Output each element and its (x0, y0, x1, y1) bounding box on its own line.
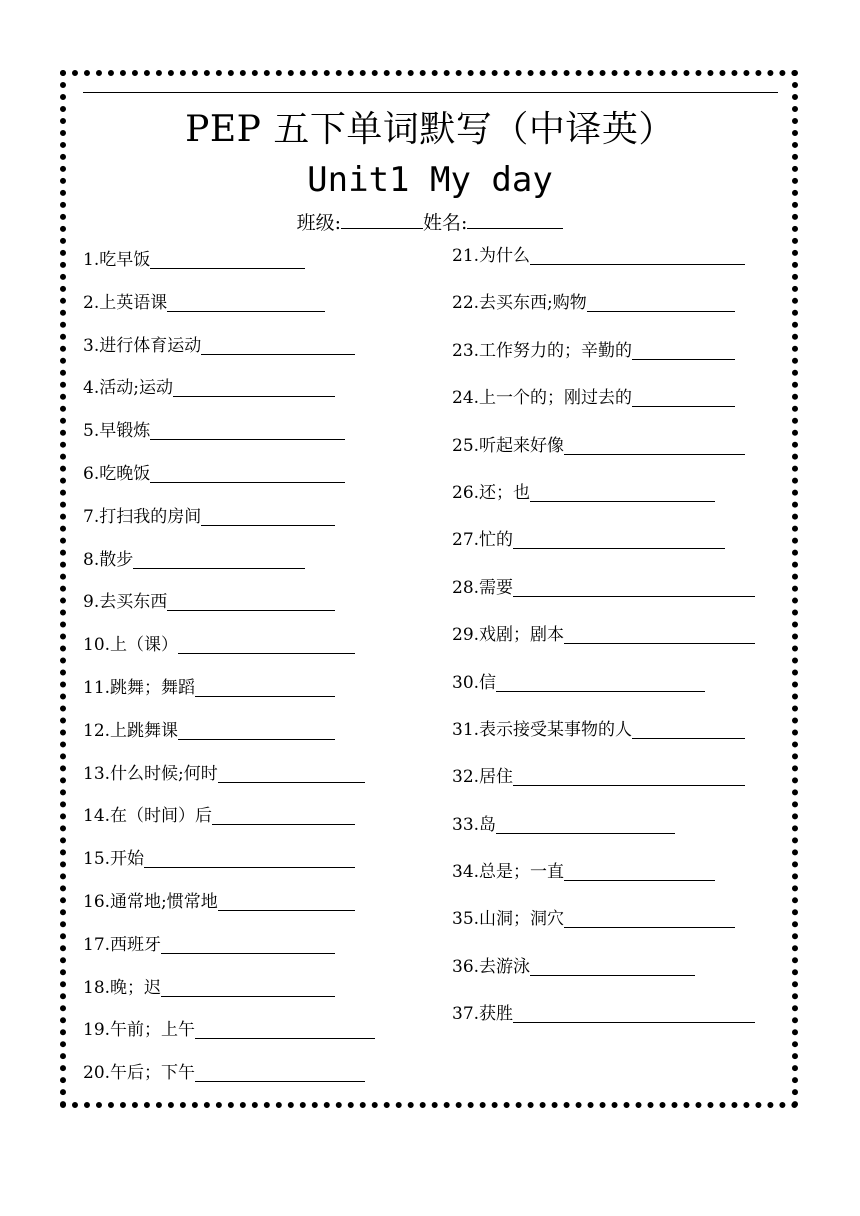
item-number: 23. (452, 340, 480, 361)
vocab-item (83, 507, 375, 550)
unit-subtitle: Unit1 My day (307, 160, 553, 200)
answer-blank[interactable] (144, 849, 355, 868)
vocab-item (83, 678, 375, 721)
chinese-meaning: 听起来好像 (479, 435, 565, 456)
chinese-meaning: 吃晚饭 (99, 463, 151, 484)
answer-blank[interactable] (201, 336, 355, 355)
answer-blank[interactable] (218, 892, 355, 911)
answer-blank[interactable] (513, 1004, 755, 1023)
answer-blank[interactable] (587, 293, 735, 312)
item-number: 28. (452, 577, 480, 598)
chinese-meaning: 上一个的；刚过去的 (479, 388, 633, 409)
answer-blank[interactable] (195, 1020, 375, 1039)
vocab-item (83, 978, 375, 1021)
vocab-item (83, 293, 375, 336)
item-number: 27. (452, 530, 480, 551)
answer-blank[interactable] (195, 1063, 365, 1082)
answer-blank[interactable] (167, 592, 335, 611)
item-number: 3. (83, 335, 100, 356)
item-number: 2. (83, 292, 100, 313)
vocab-item (452, 388, 755, 435)
item-number: 34. (452, 862, 480, 883)
answer-blank[interactable] (167, 293, 325, 312)
item-number: 12. (83, 720, 111, 741)
chinese-meaning: 表示接受某事物的人 (479, 719, 633, 740)
answer-blank[interactable] (564, 625, 755, 644)
item-number: 18. (83, 977, 111, 998)
item-number: 17. (83, 934, 111, 955)
item-number: 9. (83, 592, 100, 613)
answer-blank[interactable] (496, 815, 675, 834)
chinese-meaning: 戏剧；剧本 (479, 625, 565, 646)
item-number: 10. (83, 635, 111, 656)
chinese-meaning: 需要 (479, 577, 514, 598)
answer-blank[interactable] (133, 550, 305, 569)
chinese-meaning: 去买东西 (99, 592, 168, 613)
answer-blank[interactable] (178, 635, 355, 654)
item-number: 33. (452, 814, 480, 835)
answer-blank[interactable] (564, 862, 715, 881)
vocab-item (83, 250, 375, 293)
vocab-item (452, 246, 755, 293)
item-number: 6. (83, 463, 100, 484)
answer-blank[interactable] (150, 464, 345, 483)
chinese-meaning: 上英语课 (99, 292, 168, 313)
vocab-item (83, 464, 375, 507)
answer-blank[interactable] (632, 388, 735, 407)
answer-blank[interactable] (173, 378, 335, 397)
vocab-item (452, 530, 755, 577)
answer-blank[interactable] (212, 806, 355, 825)
answer-blank[interactable] (496, 673, 705, 692)
item-number: 35. (452, 909, 480, 930)
vocab-item (452, 436, 755, 483)
vocab-item (452, 909, 755, 956)
chinese-meaning: 山洞；洞穴 (479, 909, 565, 930)
left-word-list (83, 250, 375, 1106)
chinese-meaning: 吃早饭 (99, 250, 151, 270)
vocab-item (452, 957, 755, 1004)
vocab-item (452, 1004, 755, 1051)
student-info-line (0, 208, 860, 235)
chinese-meaning: 打扫我的房间 (99, 506, 202, 527)
chinese-meaning: 晚；迟 (110, 977, 162, 998)
answer-blank[interactable] (564, 436, 745, 455)
chinese-meaning: 信 (479, 672, 497, 693)
answer-blank[interactable] (530, 483, 715, 502)
answer-blank[interactable] (632, 720, 745, 739)
class-label: 班级: (296, 212, 341, 234)
item-number: 15. (83, 849, 111, 870)
item-number: 30. (452, 672, 480, 693)
item-number: 19. (83, 1020, 111, 1041)
vocab-item (83, 935, 375, 978)
item-number: 37. (452, 1004, 480, 1025)
item-number: 7. (83, 506, 100, 527)
top-rule-line (83, 92, 778, 93)
answer-blank[interactable] (161, 978, 335, 997)
item-number: 36. (452, 956, 480, 977)
answer-blank[interactable] (564, 909, 735, 928)
chinese-meaning: 岛 (479, 814, 497, 835)
answer-blank[interactable] (218, 764, 365, 783)
item-number: 26. (452, 482, 480, 503)
vocab-item (83, 635, 375, 678)
answer-blank[interactable] (195, 678, 335, 697)
right-word-list (452, 246, 755, 1052)
vocab-item (452, 767, 755, 814)
chinese-meaning: 散步 (99, 549, 134, 570)
vocab-item (83, 592, 375, 635)
answer-blank[interactable] (513, 767, 745, 786)
item-number: 11. (83, 677, 111, 698)
chinese-meaning: 去买东西;购物 (479, 293, 587, 314)
vocab-item (452, 862, 755, 909)
answer-blank[interactable] (150, 250, 305, 269)
worksheet-title: PEP 五下单词默写（中译英） (185, 109, 675, 150)
vocab-item (83, 378, 375, 421)
vocab-item (83, 1063, 375, 1106)
item-number: 32. (452, 767, 480, 788)
vocab-item (452, 815, 755, 862)
item-number: 22. (452, 293, 480, 314)
item-number: 14. (83, 806, 111, 827)
class-blank[interactable] (341, 211, 423, 229)
vocab-item (83, 421, 375, 464)
vocab-item (83, 806, 375, 849)
item-number: 20. (83, 1063, 111, 1084)
chinese-meaning: 跳舞；舞蹈 (110, 677, 196, 698)
chinese-meaning: 总是；一直 (479, 862, 565, 883)
item-number: 5. (83, 421, 100, 442)
answer-blank[interactable] (513, 578, 755, 597)
chinese-meaning: 开始 (110, 849, 145, 870)
answer-blank[interactable] (530, 957, 695, 976)
vocab-item (83, 721, 375, 764)
chinese-meaning: 还；也 (479, 482, 531, 503)
vocab-item (83, 336, 375, 379)
chinese-meaning: 活动;运动 (99, 378, 173, 399)
item-number: 24. (452, 388, 480, 409)
chinese-meaning: 上（课） (110, 635, 179, 656)
vocab-item (452, 625, 755, 672)
chinese-meaning: 在（时间）后 (110, 806, 213, 827)
item-number: 16. (83, 891, 111, 912)
vocab-item (452, 673, 755, 720)
item-number: 25. (452, 435, 480, 456)
chinese-meaning: 忙的 (479, 530, 514, 551)
item-number: 8. (83, 549, 100, 570)
chinese-meaning: 午前；上午 (110, 1020, 196, 1041)
chinese-meaning: 午后；下午 (110, 1063, 196, 1084)
vocab-item (452, 578, 755, 625)
vocab-item (83, 1020, 375, 1063)
vocab-item (83, 892, 375, 935)
chinese-meaning: 居住 (479, 767, 514, 788)
chinese-meaning: 进行体育运动 (99, 335, 202, 356)
name-blank[interactable] (467, 211, 563, 229)
chinese-meaning: 西班牙 (110, 934, 162, 955)
item-number: 31. (452, 719, 480, 740)
name-label: 姓名: (423, 212, 468, 234)
chinese-meaning: 工作努力的；辛勤的 (479, 340, 633, 361)
vocab-item (83, 849, 375, 892)
vocab-item (452, 341, 755, 388)
item-number: 21. (452, 246, 480, 266)
chinese-meaning: 什么时候;何时 (110, 763, 218, 784)
vocab-item (452, 483, 755, 530)
answer-blank[interactable] (632, 341, 735, 360)
vocab-item (452, 293, 755, 340)
chinese-meaning: 上跳舞课 (110, 720, 179, 741)
answer-blank[interactable] (513, 530, 725, 549)
vocab-item (452, 720, 755, 767)
item-number: 4. (83, 378, 100, 399)
chinese-meaning: 获胜 (479, 1004, 514, 1025)
answer-blank[interactable] (530, 246, 745, 265)
chinese-meaning: 为什么 (479, 246, 531, 266)
item-number: 13. (83, 763, 111, 784)
vocab-item (83, 550, 375, 593)
chinese-meaning: 通常地;惯常地 (110, 891, 218, 912)
answer-blank[interactable] (150, 421, 345, 440)
answer-blank[interactable] (161, 935, 335, 954)
vocab-item (83, 764, 375, 807)
chinese-meaning: 早锻炼 (99, 421, 151, 442)
answer-blank[interactable] (178, 721, 335, 740)
item-number: 29. (452, 625, 480, 646)
chinese-meaning: 去游泳 (479, 956, 531, 977)
item-number: 1. (83, 250, 100, 270)
answer-blank[interactable] (201, 507, 335, 526)
